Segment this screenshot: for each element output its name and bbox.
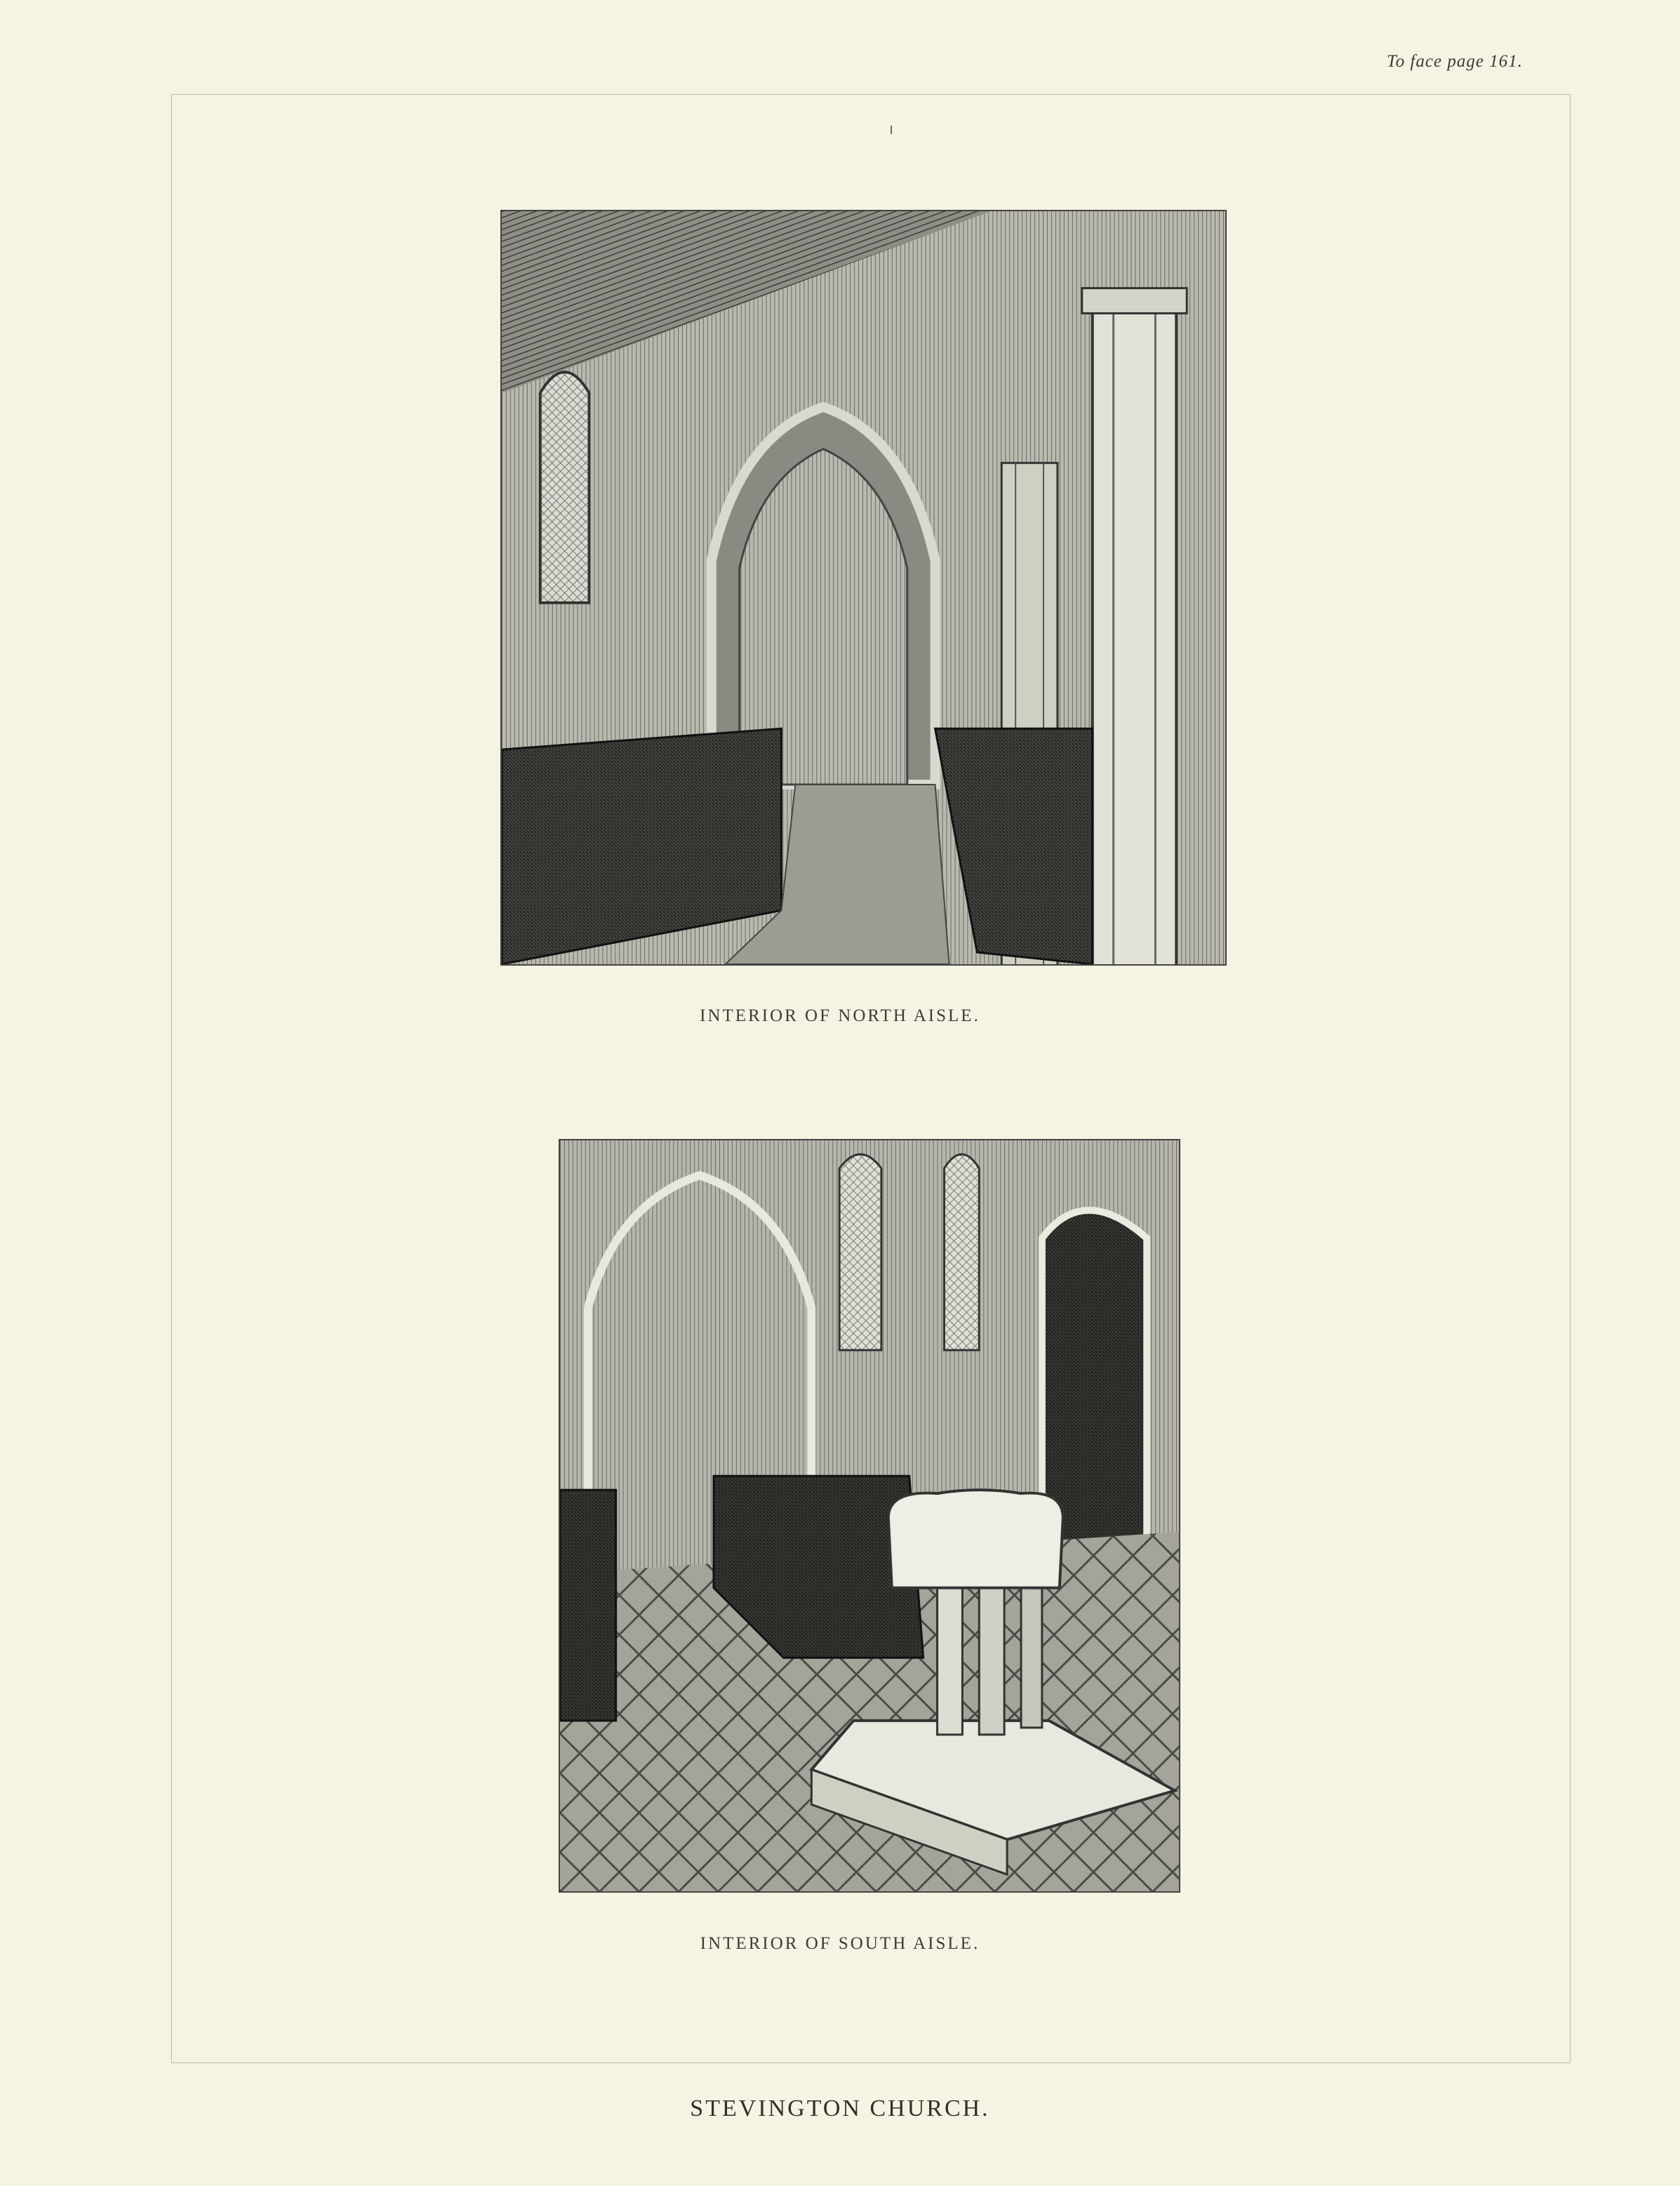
south-aisle-caption: INTERIOR OF SOUTH AISLE. <box>700 1934 980 1953</box>
south-aisle-engraving <box>559 1139 1180 1893</box>
north-aisle-caption: INTERIOR OF NORTH AISLE. <box>700 1006 980 1025</box>
plate-mark <box>891 126 892 134</box>
north-aisle-engraving <box>500 210 1227 966</box>
plate-title: STEVINGTON CHURCH. <box>690 2095 990 2121</box>
page-reference: To face page 161. <box>1387 52 1523 71</box>
